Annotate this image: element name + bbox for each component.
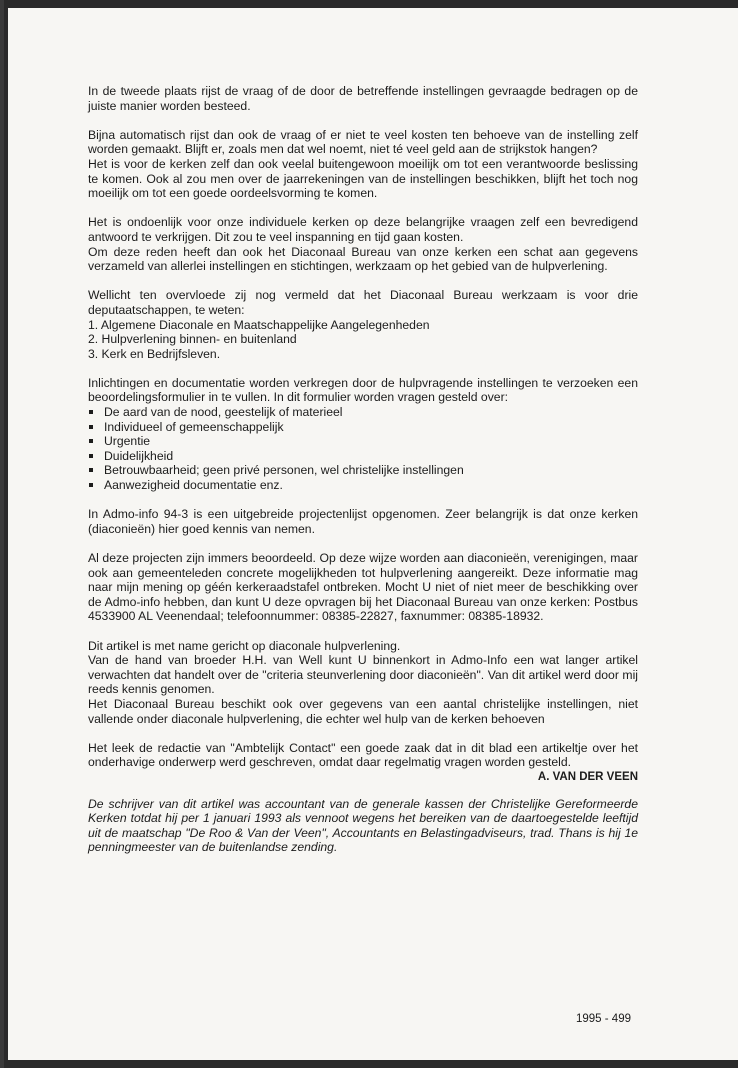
paragraph: Van de hand van broeder H.H. van Well kunt U binnenkort in Admo-Info een wat langer artikel verwachten dat handelt over de "criteria steunverlening door diaconieën". Van dit artikel werd door mij reeds kennis genomen.: [88, 653, 638, 697]
bullet-icon: [89, 439, 93, 443]
list-item-text: Individueel of gemeenschappelijk: [104, 419, 284, 434]
list-item: [88, 405, 638, 420]
bullet-icon: [89, 468, 93, 472]
paragraph: Het is ondoenlijk voor onze individuele kerken op deze belangrijke vraagen zelf een bevredigend antwoord te verkrijgen. Dit zou te veel inspanning en tijd gaan kosten.: [88, 215, 638, 244]
paragraph: Bijna automatisch rijst dan ook de vraag of er niet te veel kosten ten behoeve van de instelling zelf worden gemaakt. Blijft er, zoals men dat wel noemt, niet té veel geld aan de strijkstok hangen?: [88, 127, 638, 157]
list-item-text: Duidelijkheid: [104, 448, 174, 463]
paragraph: Om deze reden heeft dan ook het Diaconaal Bureau van onze kerken een schat aan gegevens verzameld van allerlei instellingen en stichtingen, werkzaam op het gebied van de hulpverlening.: [88, 244, 638, 274]
paragraph: In Admo-info 94-3 is een uitgebreide projectenlijst opgenomen. Zeer belangrijk is dat onze kerken (diaconieën) hier goed kennis van nemen.: [88, 507, 638, 536]
list-item: [88, 463, 638, 478]
list-item: 3. Kerk en Bedrijfsleven.: [88, 346, 221, 361]
list-item-text: Betrouwbaarheid; geen privé personen, wel christelijke instellingen: [104, 463, 464, 478]
paragraph: Dit artikel is met name gericht op diaconale hulpverlening.: [88, 638, 401, 653]
list-item: [88, 434, 638, 449]
page-number: 1995 - 499: [576, 1013, 631, 1025]
paragraph: Het Diaconaal Bureau beschikt ook over gegevens van een aantal christelijke instellingen, niet vallende onder diaconale hulpverlening, die echter wel hulp van de kerken behoeven: [88, 696, 638, 726]
list-item: [88, 478, 638, 493]
bullet-icon: [89, 454, 93, 458]
list-item-text: Aanwezigheid documentatie enz.: [104, 478, 283, 493]
paragraph: In de tweede plaats rijst de vraag of de door de betreffende instellingen gevraagde bedragen op de juiste manier worden besteed.: [88, 84, 638, 113]
bullet-icon: [89, 410, 93, 414]
author-bio: De schrijver van dit artikel was accountant van de generale kassen der Christelijke Gereformeerde Kerken totdat hij per 1 januari 1993 als vennoot wegens het bereiken van de daartoegestelde leeftijd uit de maatschap "De Roo & Van der Veen", Accountants en Belastingadviseurs, trad. Thans is hij 1e penningmeester van de buitenlandse zending.: [88, 796, 638, 855]
author-signature: A. VAN DER VEEN: [537, 770, 638, 783]
paragraph: Het leek de redactie van "Ambtelijk Contact" een goede zaak dat in dit blad een artikeltje over het onderhavige onderwerp werd geschreven, omdat daar regelmatig vragen worden gesteld.: [88, 740, 638, 770]
bullet-list: [88, 405, 638, 493]
list-item-text: De aard van de nood, geestelijk of materieel: [104, 405, 343, 420]
list-item: 1. Algemene Diaconale en Maatschappelijke Aangelegenheden: [88, 317, 430, 332]
list-item: [88, 420, 638, 435]
list-item: [88, 449, 638, 464]
paragraph: Wellicht ten overvloede zij nog vermeld dat het Diaconaal Bureau werkzaam is voor drie deputaatschappen, te weten:: [88, 288, 638, 317]
bullet-icon: [89, 483, 93, 487]
list-item: 2. Hulpverlening binnen- en buitenland: [88, 332, 297, 347]
scan-left-edge: [0, 0, 4, 1068]
paragraph: Al deze projecten zijn immers beoordeeld. Op deze wijze worden aan diaconieën, verenigingen, maar ook aan gemeenteleden concrete mogelijkheden tot hulpverlening aangereikt. Deze informatie mag naar mijn mening op géén kerkeraadstafel ontbreken. Mocht U niet of niet meer de beschikking over de Admo-info hebben, dan kunt U deze opvragen bij het Diaconaal Bureau van onze kerken: Postbus 4533900 AL Veenendaal; telefoonnummer: 08385-22827, faxnummer: 08385-18932.: [88, 551, 638, 624]
paragraph: Inlichtingen en documentatie worden verkregen door de hulpvragende instellingen te verzoeken een beoordelingsformulier in te vullen. In dit formulier worden vragen gesteld over:: [88, 375, 638, 405]
list-item-text: Urgentie: [104, 434, 151, 449]
bullet-icon: [89, 425, 93, 429]
numbered-list: [88, 318, 638, 362]
document-page: [8, 8, 738, 1060]
article-body: [88, 84, 638, 869]
paragraph: Het is voor de kerken zelf dan ook veelal buitengewoon moeilijk om tot een verantwoorde beslissing te komen. Ook al zou men over de jaarrekeningen van de instellingen beschikken, blijft het toch nog moeilijk om tot een goede oordeelsvorming te komen.: [88, 156, 638, 201]
